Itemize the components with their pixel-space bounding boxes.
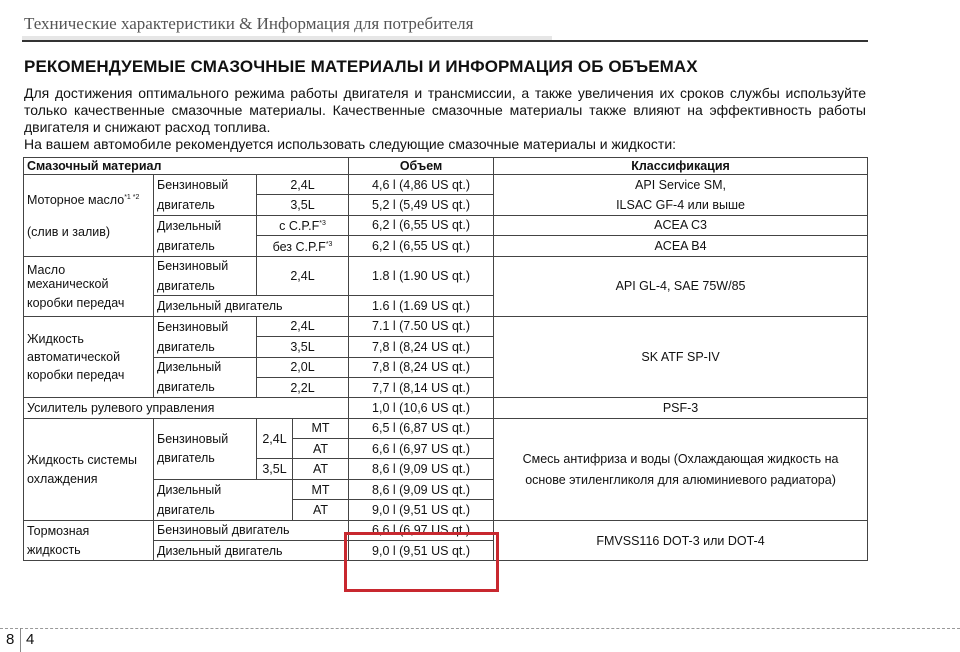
- auto-volume-3: 7,8 l (8,24 US qt.): [349, 357, 494, 377]
- engine-oil-class-petrol: [494, 175, 868, 216]
- cpf-label: с C.P.F: [279, 219, 320, 234]
- engine-oil-sub: (слив и залив): [27, 225, 111, 240]
- auto-petrol-2: двигатель: [154, 337, 257, 357]
- table-row: [24, 418, 868, 438]
- engine-oil-diesel-1: Дизельный: [154, 215, 257, 235]
- engine-oil-class-1: API Service SM,: [635, 177, 727, 192]
- manual-diesel: Дизельный двигатель: [154, 296, 349, 316]
- brake-class: FMVSS116 DOT-3 или DOT-4: [494, 520, 868, 561]
- auto-e2: 3,5L: [257, 337, 349, 357]
- highlight-box: [344, 532, 499, 592]
- cooling-diesel-1: Дизельный: [154, 479, 293, 499]
- manual-name-2: коробки передач: [27, 295, 125, 310]
- auto-name-1: Жидкость: [27, 332, 84, 347]
- brake-volume-1: 6,6 l (6,97 US qt.): [349, 520, 494, 540]
- page-title: РЕКОМЕНДУЕМЫЕ СМАЗОЧНЫЕ МАТЕРИАЛЫ И ИНФОРМАЦИЯ ОБ ОБЪЕМАХ: [24, 57, 698, 76]
- steering-class: PSF-3: [494, 398, 868, 418]
- cooling-volume-2: 6,6 l (6,97 US qt.): [349, 439, 494, 459]
- intro-note: На вашем автомобиле рекомендуется использовать следующие смазочные материалы и жидкости:: [24, 136, 677, 152]
- cooling-e24: 2,4L: [257, 418, 293, 459]
- manual-petrol-24: 2,4L: [257, 256, 349, 296]
- manual-volume-2: 1.6 l (1.69 US qt.): [349, 296, 494, 316]
- page-number-divider: [20, 628, 21, 652]
- auto-e4: 2,2L: [257, 377, 349, 397]
- engine-oil-petrol-2: двигатель: [154, 195, 257, 215]
- brake-volume-2: 9,0 l (9,51 US qt.): [349, 541, 494, 561]
- cooling-diesel-2: двигатель: [154, 500, 293, 520]
- auto-diesel-2: двигатель: [154, 377, 257, 397]
- auto-diesel-1: Дизельный: [154, 357, 257, 377]
- auto-e1: 2,4L: [257, 316, 349, 336]
- brake-name-2: жидкость: [27, 543, 81, 558]
- col-header-material: Смазочный материал: [24, 158, 349, 175]
- engine-oil-class-3: ACEA C3: [494, 215, 868, 235]
- cooling-class-1: Смесь антифриза и воды (Охлаждающая жидкость на: [522, 451, 839, 466]
- steering-volume: 1,0 l (10,6 US qt.): [349, 398, 494, 418]
- engine-oil-class-2: ILSAC GF-4 или выше: [616, 197, 745, 212]
- cooling-name: [24, 418, 154, 520]
- manual-volume-1: 1.8 l (1.90 US qt.): [349, 256, 494, 296]
- auto-name-3: коробки передач: [27, 368, 125, 383]
- auto-petrol-1: Бензиновый: [154, 316, 257, 336]
- engine-oil-volume-3: 6,2 l (6,55 US qt.): [349, 215, 494, 235]
- cooling-volume-1: 6,5 l (6,87 US qt.): [349, 418, 494, 438]
- auto-class: SK ATF SP-IV: [494, 316, 868, 398]
- cooling-class: [494, 418, 868, 520]
- manual-class: API GL-4, SAE 75W/85: [494, 256, 868, 316]
- engine-oil-name: [24, 175, 154, 257]
- intro-paragraph: Для достижения оптимального режима работы двигателя и трансмиссии, а также увеличения их сроков службы используйте только качественные смазочные материалы. Качественные смазочные материалы также влияют на эффективность работы двигателя и снижают расход топлива.: [24, 85, 866, 135]
- engine-oil-volume-2: 5,2 l (5,49 US qt.): [349, 195, 494, 215]
- brake-name-1: Тормозная: [27, 524, 90, 539]
- engine-oil-volume-1: 4,6 l (4,86 US qt.): [349, 175, 494, 195]
- auto-name-2: автоматической: [27, 350, 121, 365]
- engine-oil-nocpf: [257, 236, 349, 256]
- engine-oil-petrol-35: 3,5L: [257, 195, 349, 215]
- table-row: [24, 398, 868, 418]
- brake-diesel: Дизельный двигатель: [154, 541, 349, 561]
- cooling-petrol-2: двигатель: [157, 451, 215, 466]
- cooling-volume-3: 8,6 l (9,09 US qt.): [349, 459, 494, 479]
- manual-petrol-1: Бензиновый: [154, 256, 257, 276]
- col-header-class: Классификация: [494, 158, 868, 175]
- nocpf-label: без C.P.F: [272, 239, 326, 254]
- engine-oil-diesel-2: двигатель: [154, 236, 257, 256]
- auto-volume-2: 7,8 l (8,24 US qt.): [349, 337, 494, 357]
- cooling-volume-4: 8,6 l (9,09 US qt.): [349, 479, 494, 499]
- table-row: [24, 175, 868, 195]
- auto-e3: 2,0L: [257, 357, 349, 377]
- cooling-class-2: основе этиленгликоля для алюминиевого радиатора): [525, 472, 836, 487]
- cooling-at-1: AT: [293, 439, 349, 459]
- section-header: Технические характеристики & Информация для потребителя: [24, 14, 474, 33]
- manual-name: [24, 256, 154, 316]
- lubricants-table: [23, 157, 868, 561]
- engine-oil-volume-4: 6,2 l (6,55 US qt.): [349, 236, 494, 256]
- manual-name-1: Масло механической: [27, 262, 109, 291]
- col-header-volume: Объем: [349, 158, 494, 175]
- nocpf-sup: *3: [325, 240, 333, 248]
- cpf-sup: *3: [319, 220, 326, 228]
- footer-divider: [0, 628, 960, 629]
- header-rule: [22, 40, 868, 42]
- cooling-petrol-1: Бензиновый: [157, 432, 229, 447]
- engine-oil-petrol-24: 2,4L: [257, 175, 349, 195]
- engine-oil-class-4: ACEA B4: [494, 236, 868, 256]
- engine-oil-sup: *1 *2: [124, 194, 140, 202]
- auto-name: [24, 316, 154, 398]
- auto-volume-1: 7.1 l (7.50 US qt.): [349, 316, 494, 336]
- auto-volume-4: 7,7 l (8,14 US qt.): [349, 377, 494, 397]
- page-number: 4: [26, 631, 35, 648]
- cooling-mt-2: MT: [293, 479, 349, 499]
- table-row: [24, 256, 868, 276]
- engine-oil-label: Моторное масло: [27, 193, 125, 208]
- cooling-at-3: AT: [293, 500, 349, 520]
- cooling-at-2: AT: [293, 459, 349, 479]
- table-row: [24, 316, 868, 336]
- cooling-mt-1: MT: [293, 418, 349, 438]
- cooling-name-2: охлаждения: [27, 471, 98, 486]
- engine-oil-cpf: [257, 215, 349, 235]
- brake-petrol: Бензиновый двигатель: [154, 520, 349, 540]
- manual-petrol-2: двигатель: [154, 276, 257, 296]
- table-header-row: [24, 158, 868, 175]
- cooling-volume-5: 9,0 l (9,51 US qt.): [349, 500, 494, 520]
- engine-oil-petrol-1: Бензиновый: [154, 175, 257, 195]
- page-section-number: 8: [6, 631, 15, 648]
- cooling-e35: 3,5L: [257, 459, 293, 479]
- cooling-petrol: [154, 418, 257, 479]
- intro-text: [24, 85, 866, 153]
- cooling-name-1: Жидкость системы: [27, 452, 137, 467]
- brake-name: [24, 520, 154, 561]
- steering-name: Усилитель рулевого управления: [24, 398, 349, 418]
